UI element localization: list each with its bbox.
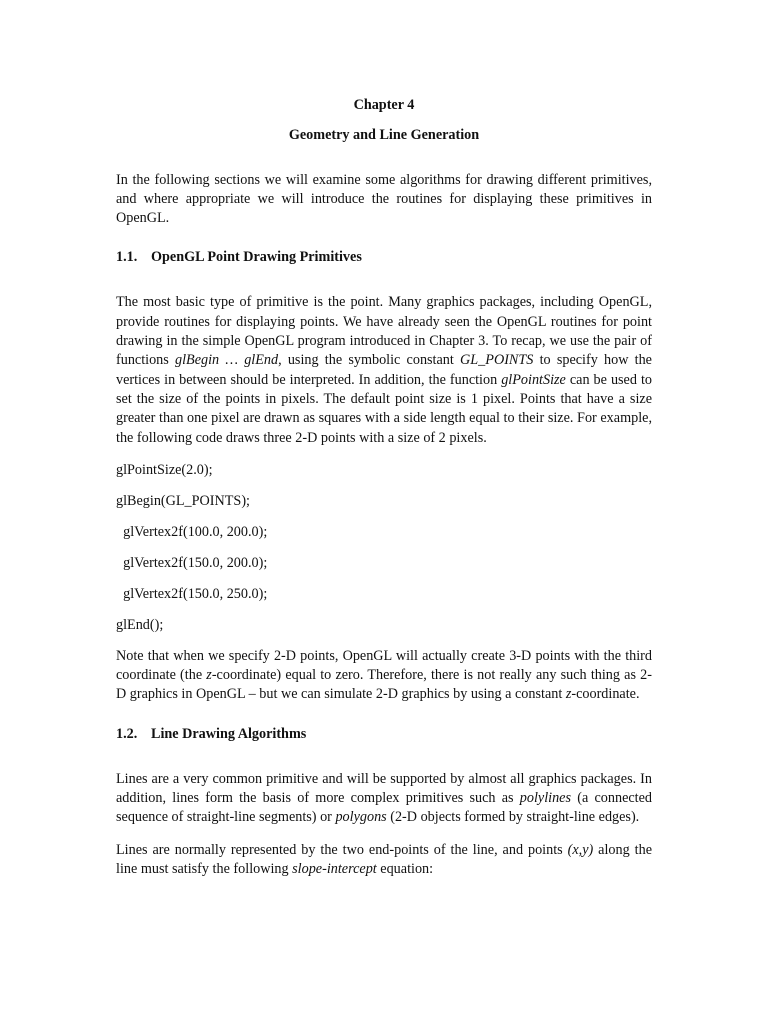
constant-name: GL_POINTS xyxy=(460,352,534,369)
point-primitive-paragraph xyxy=(116,293,652,447)
code-line: glVertex2f(150.0, 200.0); xyxy=(116,554,268,571)
text-run: Lines are normally represented by the two end-points of the line, and points xyxy=(116,841,568,858)
variable-name: z xyxy=(206,667,212,684)
coordinate-pair: (x,y) xyxy=(567,841,594,858)
text-run: , using the symbolic constant xyxy=(278,352,461,369)
text-run: Lines are a very common primitive and will be supported by almost all graphics packages. In addition, lines form the basis of more complex primitives such as xyxy=(116,770,652,807)
text-run: equation: xyxy=(376,860,434,877)
code-line: glBegin(GL_POINTS); xyxy=(116,492,250,509)
term: polygons xyxy=(335,809,387,826)
text-run: to specify how the vertices in between should be interpreted. In addition, the function xyxy=(116,352,652,388)
code-line: glPointSize(2.0); xyxy=(116,461,213,478)
ellipsis: … xyxy=(219,352,245,369)
document-page xyxy=(116,96,652,879)
function-name: glEnd xyxy=(244,352,279,369)
section-heading-1-2 xyxy=(116,725,652,744)
chapter-heading: Chapter 4 xyxy=(353,97,415,113)
lines-paragraph xyxy=(116,770,652,828)
section-number: 1.2. xyxy=(116,725,138,742)
text-run: (a connected sequence of straight-line segments) or xyxy=(116,790,652,826)
term: slope-intercept xyxy=(292,860,377,877)
code-line: glEnd(); xyxy=(116,616,164,633)
endpoints-paragraph xyxy=(116,841,652,880)
text-run: Note that when we specify 2-D points, OpenGL will actually create 3-D points with the third coordinate (the xyxy=(116,647,652,684)
variable-name: z xyxy=(565,686,572,703)
2d-points-paragraph xyxy=(116,647,652,705)
text-run: -coordinate) equal to zero. Therefore, there is not really any such thing as 2-D graphics in OpenGL – but we can simulate 2-D graphics by using a constant xyxy=(116,667,652,703)
text-run: -coordinate. xyxy=(571,686,640,703)
section-number: 1.1. xyxy=(116,249,138,266)
chapter-title: Geometry and Line Generation xyxy=(288,127,480,144)
code-line: glVertex2f(150.0, 250.0); xyxy=(116,585,268,602)
term: polylines xyxy=(519,790,572,807)
section-heading-1-1 xyxy=(116,248,652,267)
text-run: along the line must satisfy the following xyxy=(116,841,652,877)
text-run: The most basic type of primitive is the point. Many graphics packages, including OpenGL, provide routines for displaying points. We have already seen the OpenGL routines for point drawing in the simple OpenGL program introduced in Chapter 3. To recap, we use the pair of functions xyxy=(116,294,652,369)
text-run: (2-D objects formed by straight-line edges). xyxy=(386,809,640,826)
text-run: can be used to set the size of the points in pixels. The default point size is 1 pixel. Points that have a size greater than one pixel are drawn as squares with a side length equal to their size. For example, the following code draws three 2-D points with a size of 2 pixels. xyxy=(116,371,652,446)
code-listing xyxy=(116,461,652,635)
intro-paragraph: In the following sections we will examine some algorithms for drawing different primitives, and where appropriate we will introduce the routines for displaying these primitives in OpenGL. xyxy=(116,171,652,227)
function-name: glBegin xyxy=(175,352,220,369)
function-name: glPointSize xyxy=(501,371,566,388)
code-line: glVertex2f(100.0, 200.0); xyxy=(116,523,268,540)
section-title: Line Drawing Algorithms xyxy=(151,725,307,742)
section-title: OpenGL Point Drawing Primitives xyxy=(151,249,362,266)
